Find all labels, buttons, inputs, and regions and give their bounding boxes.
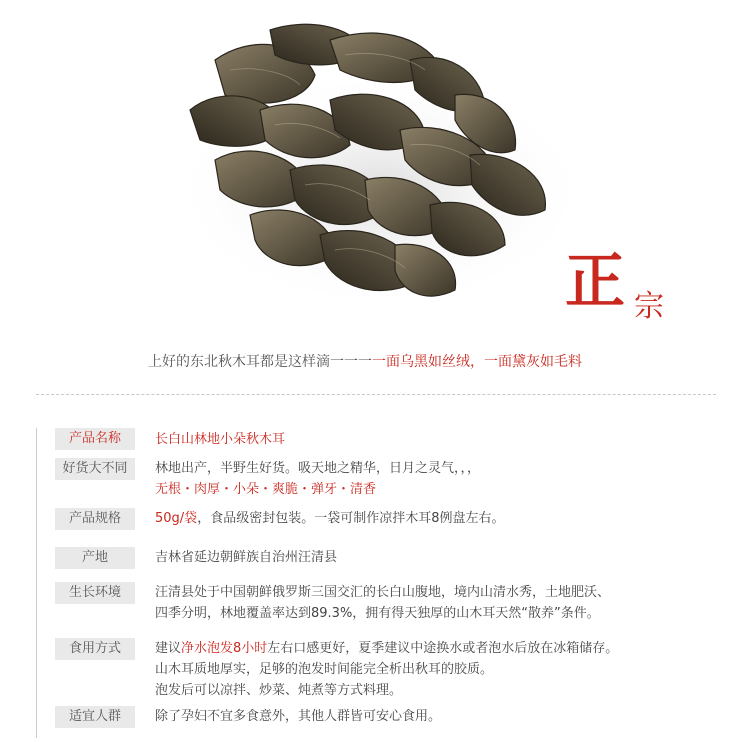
- value-audience: 除了孕妇不宜多食意外，其他人群皆可安心食用。: [155, 709, 442, 724]
- value-usage-line2: 山木耳质地厚实，足够的泡发时间能完全析出秋耳的胶质。: [155, 662, 494, 677]
- slogan: [148, 352, 582, 372]
- value-usage-line1: [155, 638, 715, 659]
- slogan-part1: 上好的东北秋木耳都是这样滴一一一: [148, 354, 372, 370]
- value-product-name: 长白山林地小朵秋木耳: [155, 432, 286, 447]
- label-quality: 好货大不同: [55, 458, 135, 480]
- value-quality-line1: 林地出产，半野生好货。吸天地之精华，日月之灵气，，，: [155, 461, 481, 476]
- label-origin: 产地: [55, 547, 135, 569]
- label-environment: 生长环境: [55, 582, 135, 604]
- usage-l1-c: 左右口感更好，夏季建议中途换水或者泡水后放在冰箱储存。: [267, 641, 619, 656]
- dashed-divider: [36, 394, 716, 395]
- hero-image: [0, 0, 750, 340]
- left-rule: [36, 428, 37, 738]
- usage-l1-a: 建议: [155, 641, 182, 656]
- spec-highlight: 50g/袋: [155, 511, 198, 526]
- hero-title-big: 正: [565, 247, 625, 317]
- hero-title-small: 宗: [634, 289, 664, 324]
- value-origin: 吉林省延边朝鲜族自治州汪清县: [155, 550, 338, 565]
- slogan-part2: 一面乌黑如丝绒，一面黛灰如毛料: [372, 354, 582, 370]
- value-spec: [155, 508, 715, 529]
- spec-rest: ，食品级密封包装。一袋可制作凉拌木耳8例盘左右。: [197, 511, 505, 526]
- value-environment-line2: 四季分明，林地覆盖率达到89.3%，拥有得天独厚的山木耳天然“散养”条件。: [155, 606, 600, 621]
- label-audience: 适宜人群: [55, 706, 135, 728]
- value-quality-line2: 无根・肉厚・小朵・爽脆・弹牙・清香: [155, 482, 377, 497]
- label-spec: 产品规格: [55, 508, 135, 530]
- label-usage: 食用方式: [55, 638, 135, 660]
- value-environment-line1: 汪清县处于中国朝鲜俄罗斯三国交汇的长白山腹地，境内山清水秀，土地肥沃、: [155, 585, 611, 600]
- usage-l1-highlight: 净水泡发8小时: [181, 641, 268, 656]
- value-usage-line3: 泡发后可以凉拌、炒菜、炖煮等方式料理。: [155, 683, 403, 698]
- label-product-name: 产品名称: [55, 428, 135, 450]
